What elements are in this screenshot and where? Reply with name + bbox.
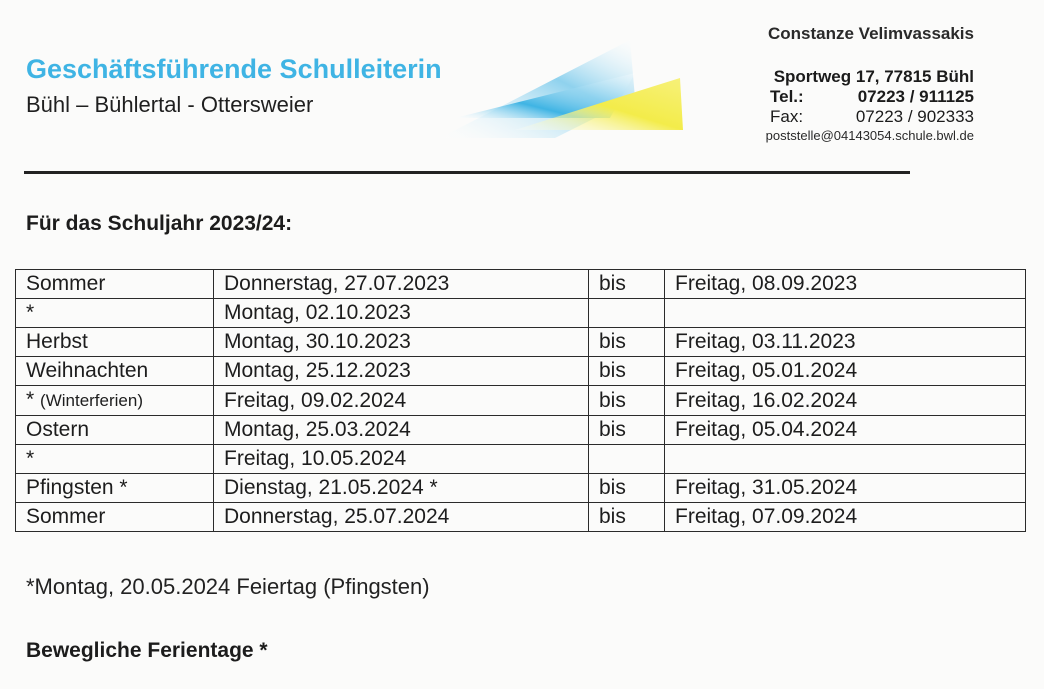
holiday-name-cell: * bbox=[16, 299, 214, 328]
holiday-name-cell: Sommer bbox=[16, 270, 214, 299]
holiday-name-cell: Pfingsten * bbox=[16, 474, 214, 503]
start-date-cell: Montag, 02.10.2023 bbox=[214, 299, 589, 328]
contact-email: poststelle@04143054.schule.bwl.de bbox=[765, 128, 974, 143]
start-date-cell: Dienstag, 21.05.2024 * bbox=[214, 474, 589, 503]
section-title: Für das Schuljahr 2023/24: bbox=[26, 212, 293, 235]
end-date-cell: Freitag, 16.02.2024 bbox=[665, 386, 1026, 416]
table-row bbox=[16, 270, 1026, 299]
separator-cell: bis bbox=[589, 474, 665, 503]
fax-label: Fax: bbox=[770, 107, 804, 126]
start-date-cell: Montag, 25.03.2024 bbox=[214, 416, 589, 445]
start-date-cell: Montag, 25.12.2023 bbox=[214, 357, 589, 386]
separator-cell bbox=[589, 299, 665, 328]
end-date-cell: Freitag, 05.04.2024 bbox=[665, 416, 1026, 445]
holiday-name-cell: Sommer bbox=[16, 503, 214, 532]
end-date-cell: Freitag, 08.09.2023 bbox=[665, 270, 1026, 299]
end-date-cell: Freitag, 03.11.2023 bbox=[665, 328, 1026, 357]
separator-cell: bis bbox=[589, 386, 665, 416]
separator-cell: bis bbox=[589, 270, 665, 299]
fax-value: 07223 / 902333 bbox=[855, 107, 974, 126]
holiday-name-text: * bbox=[26, 388, 35, 411]
table-row bbox=[16, 328, 1026, 357]
end-date-cell bbox=[665, 299, 1026, 328]
start-date-cell: Freitag, 10.05.2024 bbox=[214, 445, 589, 474]
contact-fax-row bbox=[766, 107, 974, 127]
holiday-footnote: *Montag, 20.05.2024 Feiertag (Pfingsten) bbox=[26, 574, 430, 599]
separator-cell: bis bbox=[589, 503, 665, 532]
holiday-name-cell: Weihnachten bbox=[16, 357, 214, 386]
movable-days-title: Bewegliche Ferientage * bbox=[26, 639, 268, 662]
start-date-cell: Donnerstag, 27.07.2023 bbox=[214, 270, 589, 299]
start-date-cell: Montag, 30.10.2023 bbox=[214, 328, 589, 357]
table-row bbox=[16, 474, 1026, 503]
table-row bbox=[16, 357, 1026, 386]
holiday-name-cell bbox=[16, 386, 214, 416]
phone-value: 07223 / 911125 bbox=[857, 87, 974, 106]
school-logo-graphic bbox=[435, 38, 685, 143]
holiday-name-cell: Herbst bbox=[16, 328, 214, 357]
end-date-cell bbox=[665, 445, 1026, 474]
holiday-table bbox=[15, 269, 1026, 532]
contact-block bbox=[766, 24, 974, 145]
phone-label: Tel.: bbox=[770, 87, 804, 106]
org-subtitle: Bühl – Bühlertal - Ottersweier bbox=[26, 92, 314, 117]
org-title: Geschäftsführende Schulleiterin bbox=[26, 54, 442, 84]
start-date-cell: Donnerstag, 25.07.2024 bbox=[214, 503, 589, 532]
end-date-cell: Freitag, 07.09.2024 bbox=[665, 503, 1026, 532]
start-date-cell: Freitag, 09.02.2024 bbox=[214, 386, 589, 416]
separator-cell: bis bbox=[589, 328, 665, 357]
holiday-name-cell: Ostern bbox=[16, 416, 214, 445]
contact-address: Sportweg 17, 77815 Bühl bbox=[773, 67, 974, 86]
table-row bbox=[16, 386, 1026, 416]
table-row bbox=[16, 503, 1026, 532]
table-row bbox=[16, 416, 1026, 445]
contact-name: Constanze Velimvassakis bbox=[767, 24, 974, 43]
table-row bbox=[16, 299, 1026, 328]
end-date-cell: Freitag, 31.05.2024 bbox=[665, 474, 1026, 503]
end-date-cell: Freitag, 05.01.2024 bbox=[665, 357, 1026, 386]
separator-cell bbox=[589, 445, 665, 474]
table-row bbox=[16, 445, 1026, 474]
holiday-note-text: (Winterferien) bbox=[40, 391, 143, 410]
contact-phone-row bbox=[766, 87, 974, 107]
holiday-name-cell: * bbox=[16, 445, 214, 474]
separator-cell: bis bbox=[589, 357, 665, 386]
header-divider bbox=[24, 171, 910, 174]
separator-cell: bis bbox=[589, 416, 665, 445]
